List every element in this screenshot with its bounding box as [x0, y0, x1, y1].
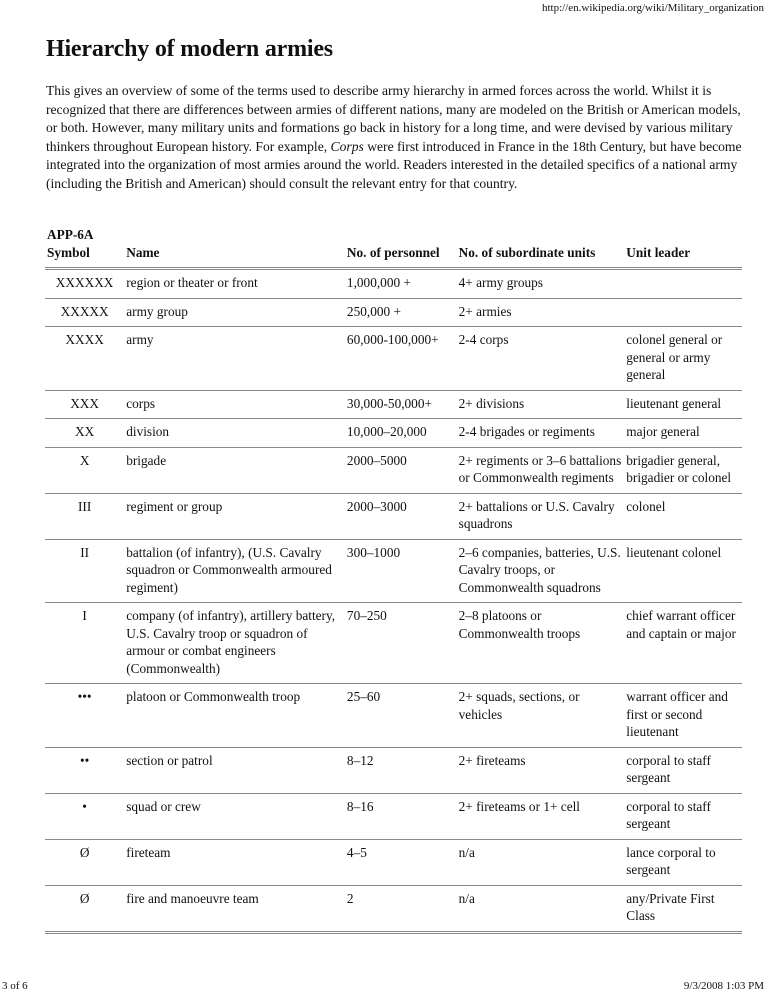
table-row — [45, 327, 742, 391]
cell-symbol: XXXXX — [45, 299, 124, 328]
cell-symbol: Ø — [45, 886, 124, 934]
cell-subordinate-units: 4+ army groups — [457, 270, 625, 299]
cell-symbol: XXXXXX — [45, 270, 124, 299]
cell-symbol: X — [45, 448, 124, 494]
cell-name: section or patrol — [124, 748, 345, 794]
table-header-row — [45, 226, 742, 270]
cell-symbol: ••• — [45, 684, 124, 748]
cell-personnel: 8–12 — [345, 748, 457, 794]
cell-personnel: 8–16 — [345, 794, 457, 840]
cell-name: fireteam — [124, 840, 345, 886]
table-row — [45, 886, 742, 934]
cell-unit-leader: lieutenant general — [624, 391, 742, 420]
cell-personnel: 30,000-50,000+ — [345, 391, 457, 420]
cell-personnel: 60,000-100,000+ — [345, 327, 457, 391]
cell-symbol: XXX — [45, 391, 124, 420]
cell-name: region or theater or front — [124, 270, 345, 299]
header-name: Name — [124, 226, 345, 270]
cell-unit-leader: warrant officer and first or second lieutenant — [624, 684, 742, 748]
table-row — [45, 448, 742, 494]
cell-name: regiment or group — [124, 494, 345, 540]
cell-personnel: 70–250 — [345, 603, 457, 684]
cell-unit-leader: corporal to staff sergeant — [624, 794, 742, 840]
cell-subordinate-units: 2–6 companies, batteries, U.S. Cavalry troops, or Commonwealth squadrons — [457, 540, 625, 604]
cell-unit-leader: corporal to staff sergeant — [624, 748, 742, 794]
cell-subordinate-units: 2-4 brigades or regiments — [457, 419, 625, 448]
cell-subordinate-units: 2+ divisions — [457, 391, 625, 420]
cell-name: battalion (of infantry), (U.S. Cavalry squadron or Commonwealth armoured regiment) — [124, 540, 345, 604]
intro-text-start: This gives an overview of some of the terms used to describe army hierarchy in armed forces across the world. Whilst it is recognized that there are differences between armies of different nations, many are modeled on the British or American models, or both. However, many military units and formations go back in history for a long time, and were devised by various military thinkers throughout European history. For example, — [46, 83, 741, 154]
intro-emphasis: Corps — [330, 138, 364, 154]
header-subordinate-units: No. of subordinate units — [457, 226, 625, 270]
print-footer-timestamp: 9/3/2008 1:03 PM — [683, 980, 764, 992]
cell-symbol: I — [45, 603, 124, 684]
cell-subordinate-units: 2+ fireteams or 1+ cell — [457, 794, 625, 840]
cell-personnel: 4–5 — [345, 840, 457, 886]
print-header-url: http://en.wikipedia.org/wiki/Military_organization — [541, 2, 764, 14]
cell-subordinate-units: 2+ fireteams — [457, 748, 625, 794]
header-symbol-line2: Symbol — [47, 244, 90, 260]
header-symbol — [45, 226, 124, 270]
cell-personnel: 1,000,000 + — [345, 270, 457, 299]
table-row — [45, 794, 742, 840]
table-row — [45, 270, 742, 299]
cell-name: company (of infantry), artillery battery, U.S. Cavalry troop or squadron of armour or combat engineers (Commonwealth) — [124, 603, 345, 684]
cell-personnel: 25–60 — [345, 684, 457, 748]
table-row — [45, 494, 742, 540]
cell-subordinate-units: 2–8 platoons or Commonwealth troops — [457, 603, 625, 684]
header-personnel: No. of personnel — [345, 226, 457, 270]
cell-symbol: III — [45, 494, 124, 540]
cell-name: platoon or Commonwealth troop — [124, 684, 345, 748]
cell-unit-leader — [624, 299, 742, 328]
cell-unit-leader — [624, 270, 742, 299]
army-hierarchy-table — [45, 226, 742, 934]
cell-unit-leader: colonel general or general or army general — [624, 327, 742, 391]
intro-text-end: were first introduced in France in the 18th Century, but have become integrated into the organization of most armies around the world. Readers interested in the detailed specifics of a national army (including the British and American) should consult the relevant entry for that country. — [46, 138, 742, 191]
cell-subordinate-units: 2+ armies — [457, 299, 625, 328]
cell-unit-leader: colonel — [624, 494, 742, 540]
cell-name: fire and manoeuvre team — [124, 886, 345, 934]
table-row — [45, 840, 742, 886]
cell-symbol: Ø — [45, 840, 124, 886]
intro-paragraph — [46, 82, 742, 193]
cell-name: brigade — [124, 448, 345, 494]
cell-name: squad or crew — [124, 794, 345, 840]
table-row — [45, 299, 742, 328]
cell-symbol: XXXX — [45, 327, 124, 391]
cell-subordinate-units: 2+ regiments or 3–6 battalions or Commonwealth regiments — [457, 448, 625, 494]
cell-unit-leader: chief warrant officer and captain or major — [624, 603, 742, 684]
cell-name: division — [124, 419, 345, 448]
cell-unit-leader: lieutenant colonel — [624, 540, 742, 604]
cell-symbol: • — [45, 794, 124, 840]
table-row — [45, 540, 742, 604]
cell-unit-leader: any/Private First Class — [624, 886, 742, 934]
table-row — [45, 684, 742, 748]
cell-symbol: •• — [45, 748, 124, 794]
cell-symbol: XX — [45, 419, 124, 448]
cell-unit-leader: lance corporal to sergeant — [624, 840, 742, 886]
table-row — [45, 419, 742, 448]
cell-subordinate-units: n/a — [457, 840, 625, 886]
cell-subordinate-units: 2+ squads, sections, or vehicles — [457, 684, 625, 748]
cell-personnel: 300–1000 — [345, 540, 457, 604]
cell-unit-leader: brigadier general, brigadier or colonel — [624, 448, 742, 494]
table-row — [45, 603, 742, 684]
cell-subordinate-units: 2-4 corps — [457, 327, 625, 391]
cell-personnel: 2000–5000 — [345, 448, 457, 494]
header-symbol-line1: APP-6A — [47, 227, 94, 242]
cell-subordinate-units: n/a — [457, 886, 625, 934]
cell-personnel: 2000–3000 — [345, 494, 457, 540]
header-unit-leader: Unit leader — [624, 226, 742, 270]
cell-name: corps — [124, 391, 345, 420]
section-title: Hierarchy of modern armies — [46, 36, 333, 62]
print-footer-page: 3 of 6 — [2, 980, 28, 992]
cell-unit-leader: major general — [624, 419, 742, 448]
cell-name: army group — [124, 299, 345, 328]
cell-symbol: II — [45, 540, 124, 604]
table-row — [45, 748, 742, 794]
cell-name: army — [124, 327, 345, 391]
cell-personnel: 250,000 + — [345, 299, 457, 328]
table-row — [45, 391, 742, 420]
cell-personnel: 2 — [345, 886, 457, 934]
cell-subordinate-units: 2+ battalions or U.S. Cavalry squadrons — [457, 494, 625, 540]
cell-personnel: 10,000–20,000 — [345, 419, 457, 448]
